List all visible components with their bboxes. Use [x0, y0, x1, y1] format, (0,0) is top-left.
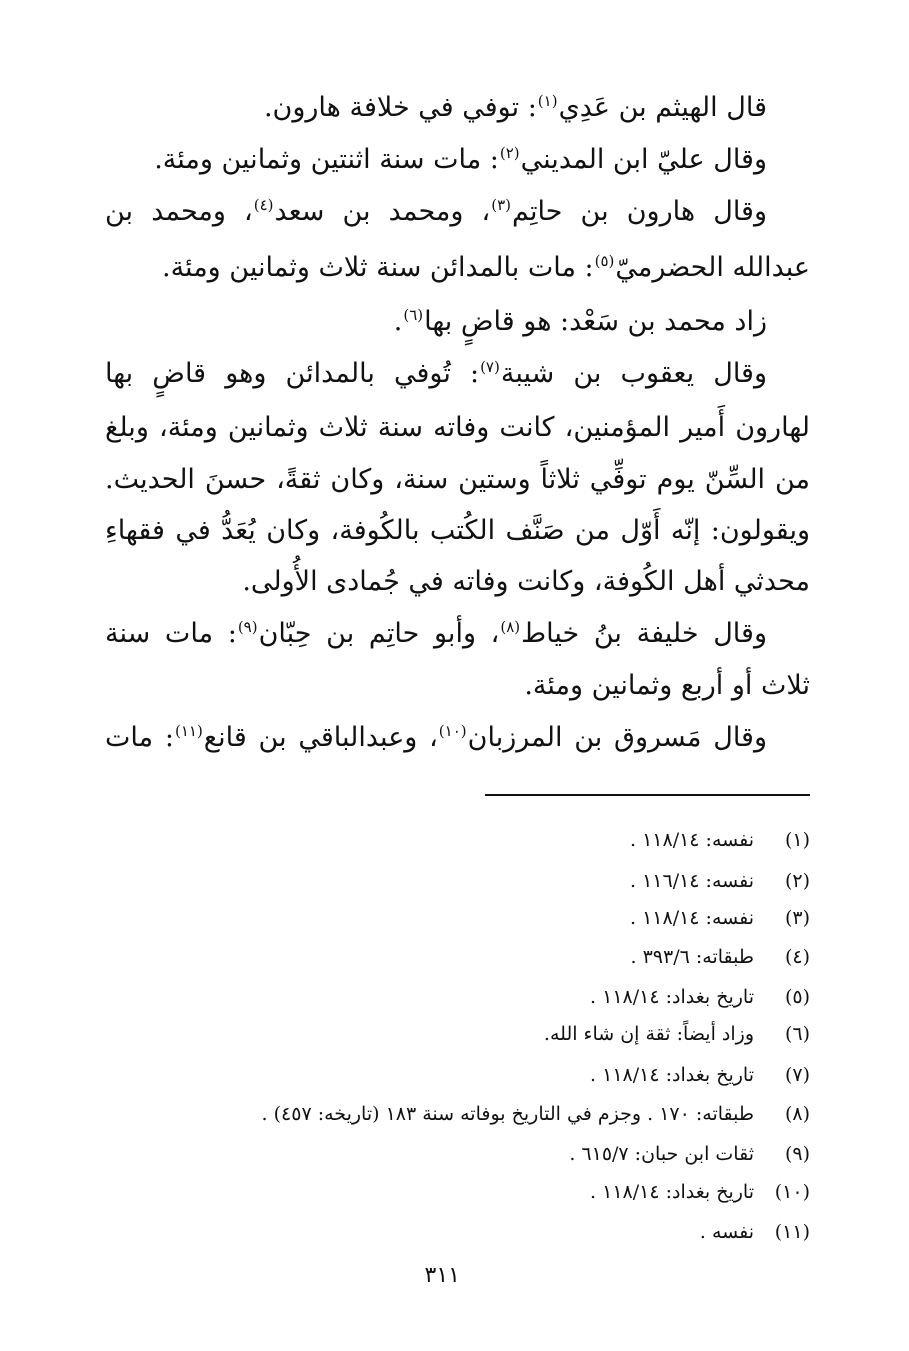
- footnote-text: تاريخ بغداد: ١١٨/١٤ .: [590, 986, 754, 1008]
- footnote-ref: (٨): [500, 618, 521, 636]
- footnote-text: طبقاته: ١٧٠ . وجزم في التاريخ بوفاته سنة ١٨٣ (تاريخه: ٤٥٧) .: [261, 1103, 754, 1125]
- footnote-7: [105, 1061, 810, 1091]
- footnote-number: (٧): [784, 1064, 810, 1086]
- footnote-4: [105, 943, 810, 973]
- body-text: ويقولون: إنّه أَوّل من صَنَّف الكُتب بالكُوفة، وكان يُعَدُّ في فقهاءِ: [105, 515, 810, 546]
- footnote-number: (٢): [784, 870, 810, 892]
- footnote-ref: (١١): [174, 722, 203, 740]
- body-text: وقال مَسروق بن المرزبان: [467, 722, 767, 753]
- footnote-text: نفسه: ١١٨/١٤ .: [629, 829, 754, 851]
- body-line-3: [105, 192, 810, 236]
- footnote-1: [105, 826, 810, 856]
- body-text: وقال خليفة بنُ خياط: [521, 618, 767, 649]
- body-line-4: [105, 248, 810, 292]
- footnote-number: (٣): [784, 907, 810, 929]
- footnote-number: (٨): [784, 1103, 810, 1125]
- footnote-6: [105, 1020, 810, 1050]
- footnote-8: [105, 1100, 810, 1130]
- body-text: لهارون أَمير المؤمنين، كانت وفاته سنة ثلاث وثمانين ومئة، وبلغ: [105, 412, 810, 443]
- body-text: ، ومحمد بن: [105, 196, 253, 227]
- footnote-number: (١٠): [774, 1181, 810, 1203]
- footnote-text: نفسه: ١١٦/١٤ .: [629, 870, 754, 892]
- body-text: : مات بالمدائن سنة ثلاث وثمانين ومئة.: [162, 252, 594, 283]
- body-line-7: [105, 408, 810, 452]
- footnote-ref: (٥): [594, 252, 615, 270]
- footnote-3: [105, 904, 810, 934]
- body-text: ، وأبو حاتِم بن حِبّان: [258, 618, 500, 649]
- footnote-number: (١): [784, 829, 810, 851]
- footnote-ref: (٩): [237, 618, 258, 636]
- footnote-ref: (٦): [403, 306, 424, 324]
- body-line-11: [105, 614, 810, 658]
- footnote-ref: (٢): [499, 144, 520, 162]
- body-text: وقال يعقوب بن شيبة: [500, 358, 768, 389]
- page-number: ٣١١: [424, 1263, 460, 1288]
- footnote-10: [105, 1178, 810, 1208]
- footnote-ref: (٧): [480, 358, 500, 376]
- body-text: ، وعبدالباقي بن قانع: [203, 722, 438, 753]
- body-text: : توفي في خلافة هارون.: [263, 92, 537, 123]
- body-line-9: [105, 511, 810, 555]
- footnote-text: تاريخ بغداد: ١١٨/١٤ .: [590, 1064, 754, 1086]
- body-text: محدثي أهل الكُوفة، وكانت وفاته في جُمادى الأُولى.: [242, 566, 810, 597]
- body-line-10: [105, 562, 810, 606]
- footnote-11: [105, 1218, 810, 1248]
- footnote-ref: (٣): [491, 196, 511, 214]
- body-text: : مات سنة: [105, 618, 237, 649]
- body-line-8: [105, 460, 810, 504]
- footnote-text: نفسه: ١١٨/١٤ .: [629, 907, 754, 929]
- footnote-ref: (١): [537, 92, 558, 110]
- footnote-text: نفسه .: [699, 1221, 754, 1243]
- footnote-ref: (١٠): [438, 722, 467, 740]
- body-text: وقال عليّ ابن المديني: [520, 144, 767, 175]
- footnote-number: (٥): [784, 986, 810, 1008]
- body-line-12: [105, 666, 810, 710]
- footnote-9: [105, 1140, 810, 1170]
- footnote-ref: (٤): [253, 196, 274, 214]
- body-line-1: [105, 88, 810, 132]
- footnote-number: (٩): [784, 1143, 810, 1165]
- document-page: [105, 88, 810, 1318]
- footnote-number: (٤): [784, 946, 810, 968]
- body-text: ثلاث أو أربع وثمانين ومئة.: [524, 670, 810, 701]
- footnote-text: طبقاته: ٣٩٣/٦ .: [630, 946, 754, 968]
- body-text: : مات: [105, 722, 174, 753]
- footnote-text: وزاد أيضاً: ثقة إن شاء الله.: [543, 1023, 754, 1045]
- footnote-2: [105, 867, 810, 897]
- footnote-divider: [485, 794, 810, 796]
- body-text: زاد محمد بن سَعْد: هو قاضٍ بها: [424, 306, 767, 337]
- body-text: عبدالله الحضرميّ: [615, 252, 810, 283]
- body-line-13: [105, 718, 810, 762]
- footnote-number: (١١): [774, 1221, 810, 1243]
- body-line-6: [105, 354, 810, 398]
- footnote-number: (٦): [784, 1023, 810, 1045]
- body-line-5: [105, 302, 810, 346]
- body-line-2: [105, 140, 810, 184]
- body-text: : تُوفي بالمدائن وهو قاضٍ بها: [105, 358, 480, 389]
- body-text: : مات سنة اثنتين وثمانين ومئة.: [154, 144, 499, 175]
- body-text: .: [393, 306, 403, 337]
- body-text: ، ومحمد بن سعد: [274, 196, 491, 227]
- footnote-5: [105, 983, 810, 1013]
- body-text: قال الهيثم بن عَدِي: [558, 92, 767, 123]
- body-text: وقال هارون بن حاتِم: [512, 196, 767, 227]
- footnote-text: تاريخ بغداد: ١١٨/١٤ .: [590, 1181, 754, 1203]
- footnote-text: ثقات ابن حبان: ٦١٥/٧ .: [569, 1143, 754, 1165]
- body-text: من السِّنّ يوم توفِّي ثلاثاً وستين سنة، وكان ثقةً، حسنَ الحديث.: [105, 464, 810, 495]
